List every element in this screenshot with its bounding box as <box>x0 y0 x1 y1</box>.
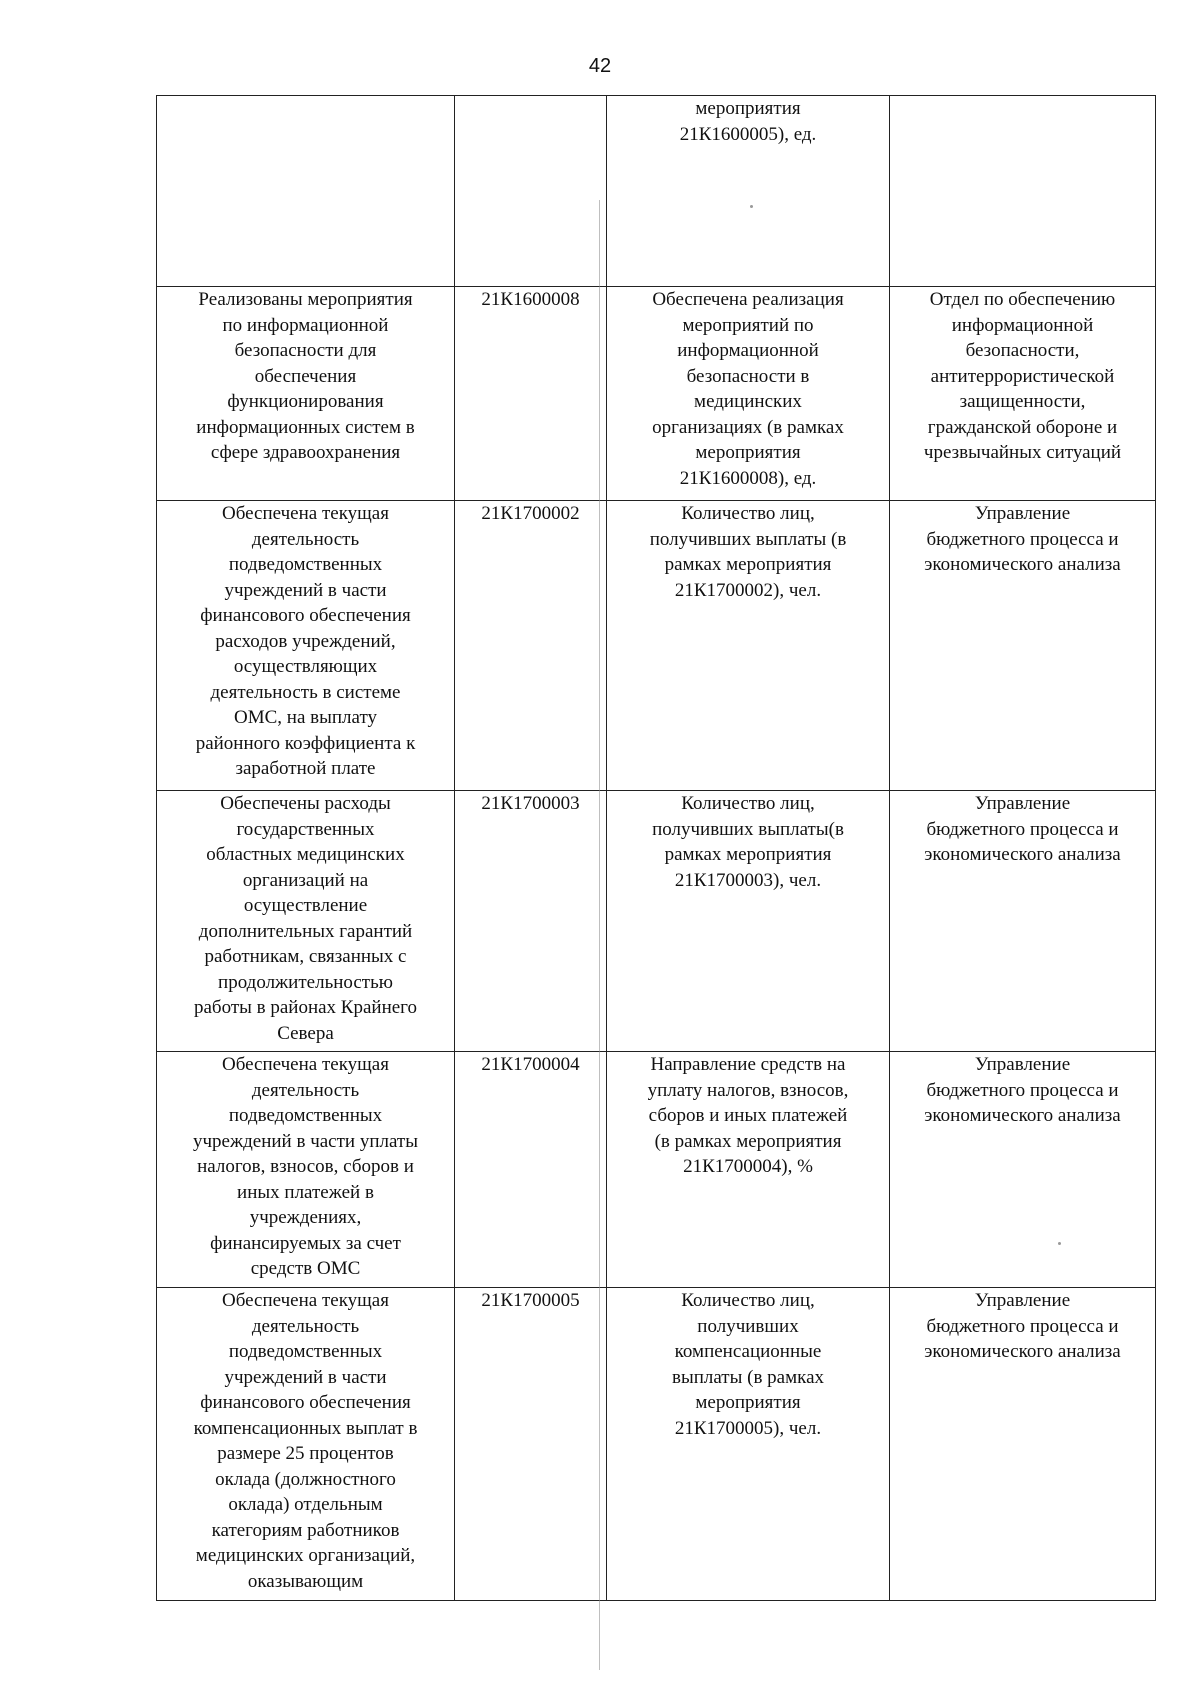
department-cell: Отдел по обеспечению информационной безопасности, антитеррористической защищенности, гражданской обороне и чрезвычайных ситуаций <box>890 287 1156 501</box>
table-row <box>157 1052 1156 1288</box>
code-cell: 21К1700004 <box>455 1052 607 1288</box>
department-cell <box>890 96 1156 287</box>
code-cell: 21К1700003 <box>455 791 607 1052</box>
department-cell: Управление бюджетного процесса и экономического анализа <box>890 1288 1156 1601</box>
indicator-cell: Количество лиц, получивших выплаты (в рамках мероприятия 21К1700002), чел. <box>607 501 890 791</box>
page-number: 42 <box>588 55 612 77</box>
result-cell: Обеспечена текущая деятельность подведомственных учреждений в части финансового обеспечения компенсационных выплат в размере 25 процентов оклада (должностного оклада) отдельным категориям работников медицинских организаций, оказывающим <box>157 1288 455 1601</box>
department-cell: Управление бюджетного процесса и экономического анализа <box>890 791 1156 1052</box>
code-cell: 21К1600008 <box>455 287 607 501</box>
result-cell: Обеспечена текущая деятельность подведомственных учреждений в части уплаты налогов, взносов, сборов и иных платежей в учреждениях, финансируемых за счет средств ОМС <box>157 1052 455 1288</box>
table-row <box>157 501 1156 791</box>
code-cell <box>455 96 607 287</box>
result-cell: Реализованы мероприятия по информационной безопасности для обеспечения функционирования информационных систем в сфере здравоохранения <box>157 287 455 501</box>
code-cell: 21К1700005 <box>455 1288 607 1601</box>
scan-artifact-line <box>599 200 600 1670</box>
indicator-cell: Количество лиц, получивших выплаты(в рамках мероприятия 21К1700003), чел. <box>607 791 890 1052</box>
table-row <box>157 96 1156 287</box>
indicator-cell: Количество лиц, получивших компенсационные выплаты (в рамках мероприятия 21К1700005), чел. <box>607 1288 890 1601</box>
department-cell: Управление бюджетного процесса и экономического анализа <box>890 1052 1156 1288</box>
department-cell: Управление бюджетного процесса и экономического анализа <box>890 501 1156 791</box>
table-row <box>157 287 1156 501</box>
indicator-cell: Обеспечена реализация мероприятий по информационной безопасности в медицинских организациях (в рамках мероприятия 21К1600008), ед. <box>607 287 890 501</box>
result-cell: Обеспечена текущая деятельность подведомственных учреждений в части финансового обеспечения расходов учреждений, осуществляющих деятельность в системе ОМС, на выплату районного коэффициента к заработной плате <box>157 501 455 791</box>
code-cell: 21К1700002 <box>455 501 607 791</box>
table-row <box>157 791 1156 1052</box>
scan-artifact-dot <box>1058 1242 1061 1245</box>
indicator-cell: мероприятия 21К1600005), ед. <box>607 96 890 287</box>
result-cell <box>157 96 455 287</box>
scan-artifact-dot <box>750 205 753 208</box>
activities-table <box>156 95 1156 1601</box>
indicator-cell: Направление средств на уплату налогов, взносов, сборов и иных платежей (в рамках мероприятия 21К1700004), % <box>607 1052 890 1288</box>
result-cell: Обеспечены расходы государственных областных медицинских организаций на осуществление дополнительных гарантий работникам, связанных с продолжительностью работы в районах Крайнего Севера <box>157 791 455 1052</box>
table-row <box>157 1288 1156 1601</box>
